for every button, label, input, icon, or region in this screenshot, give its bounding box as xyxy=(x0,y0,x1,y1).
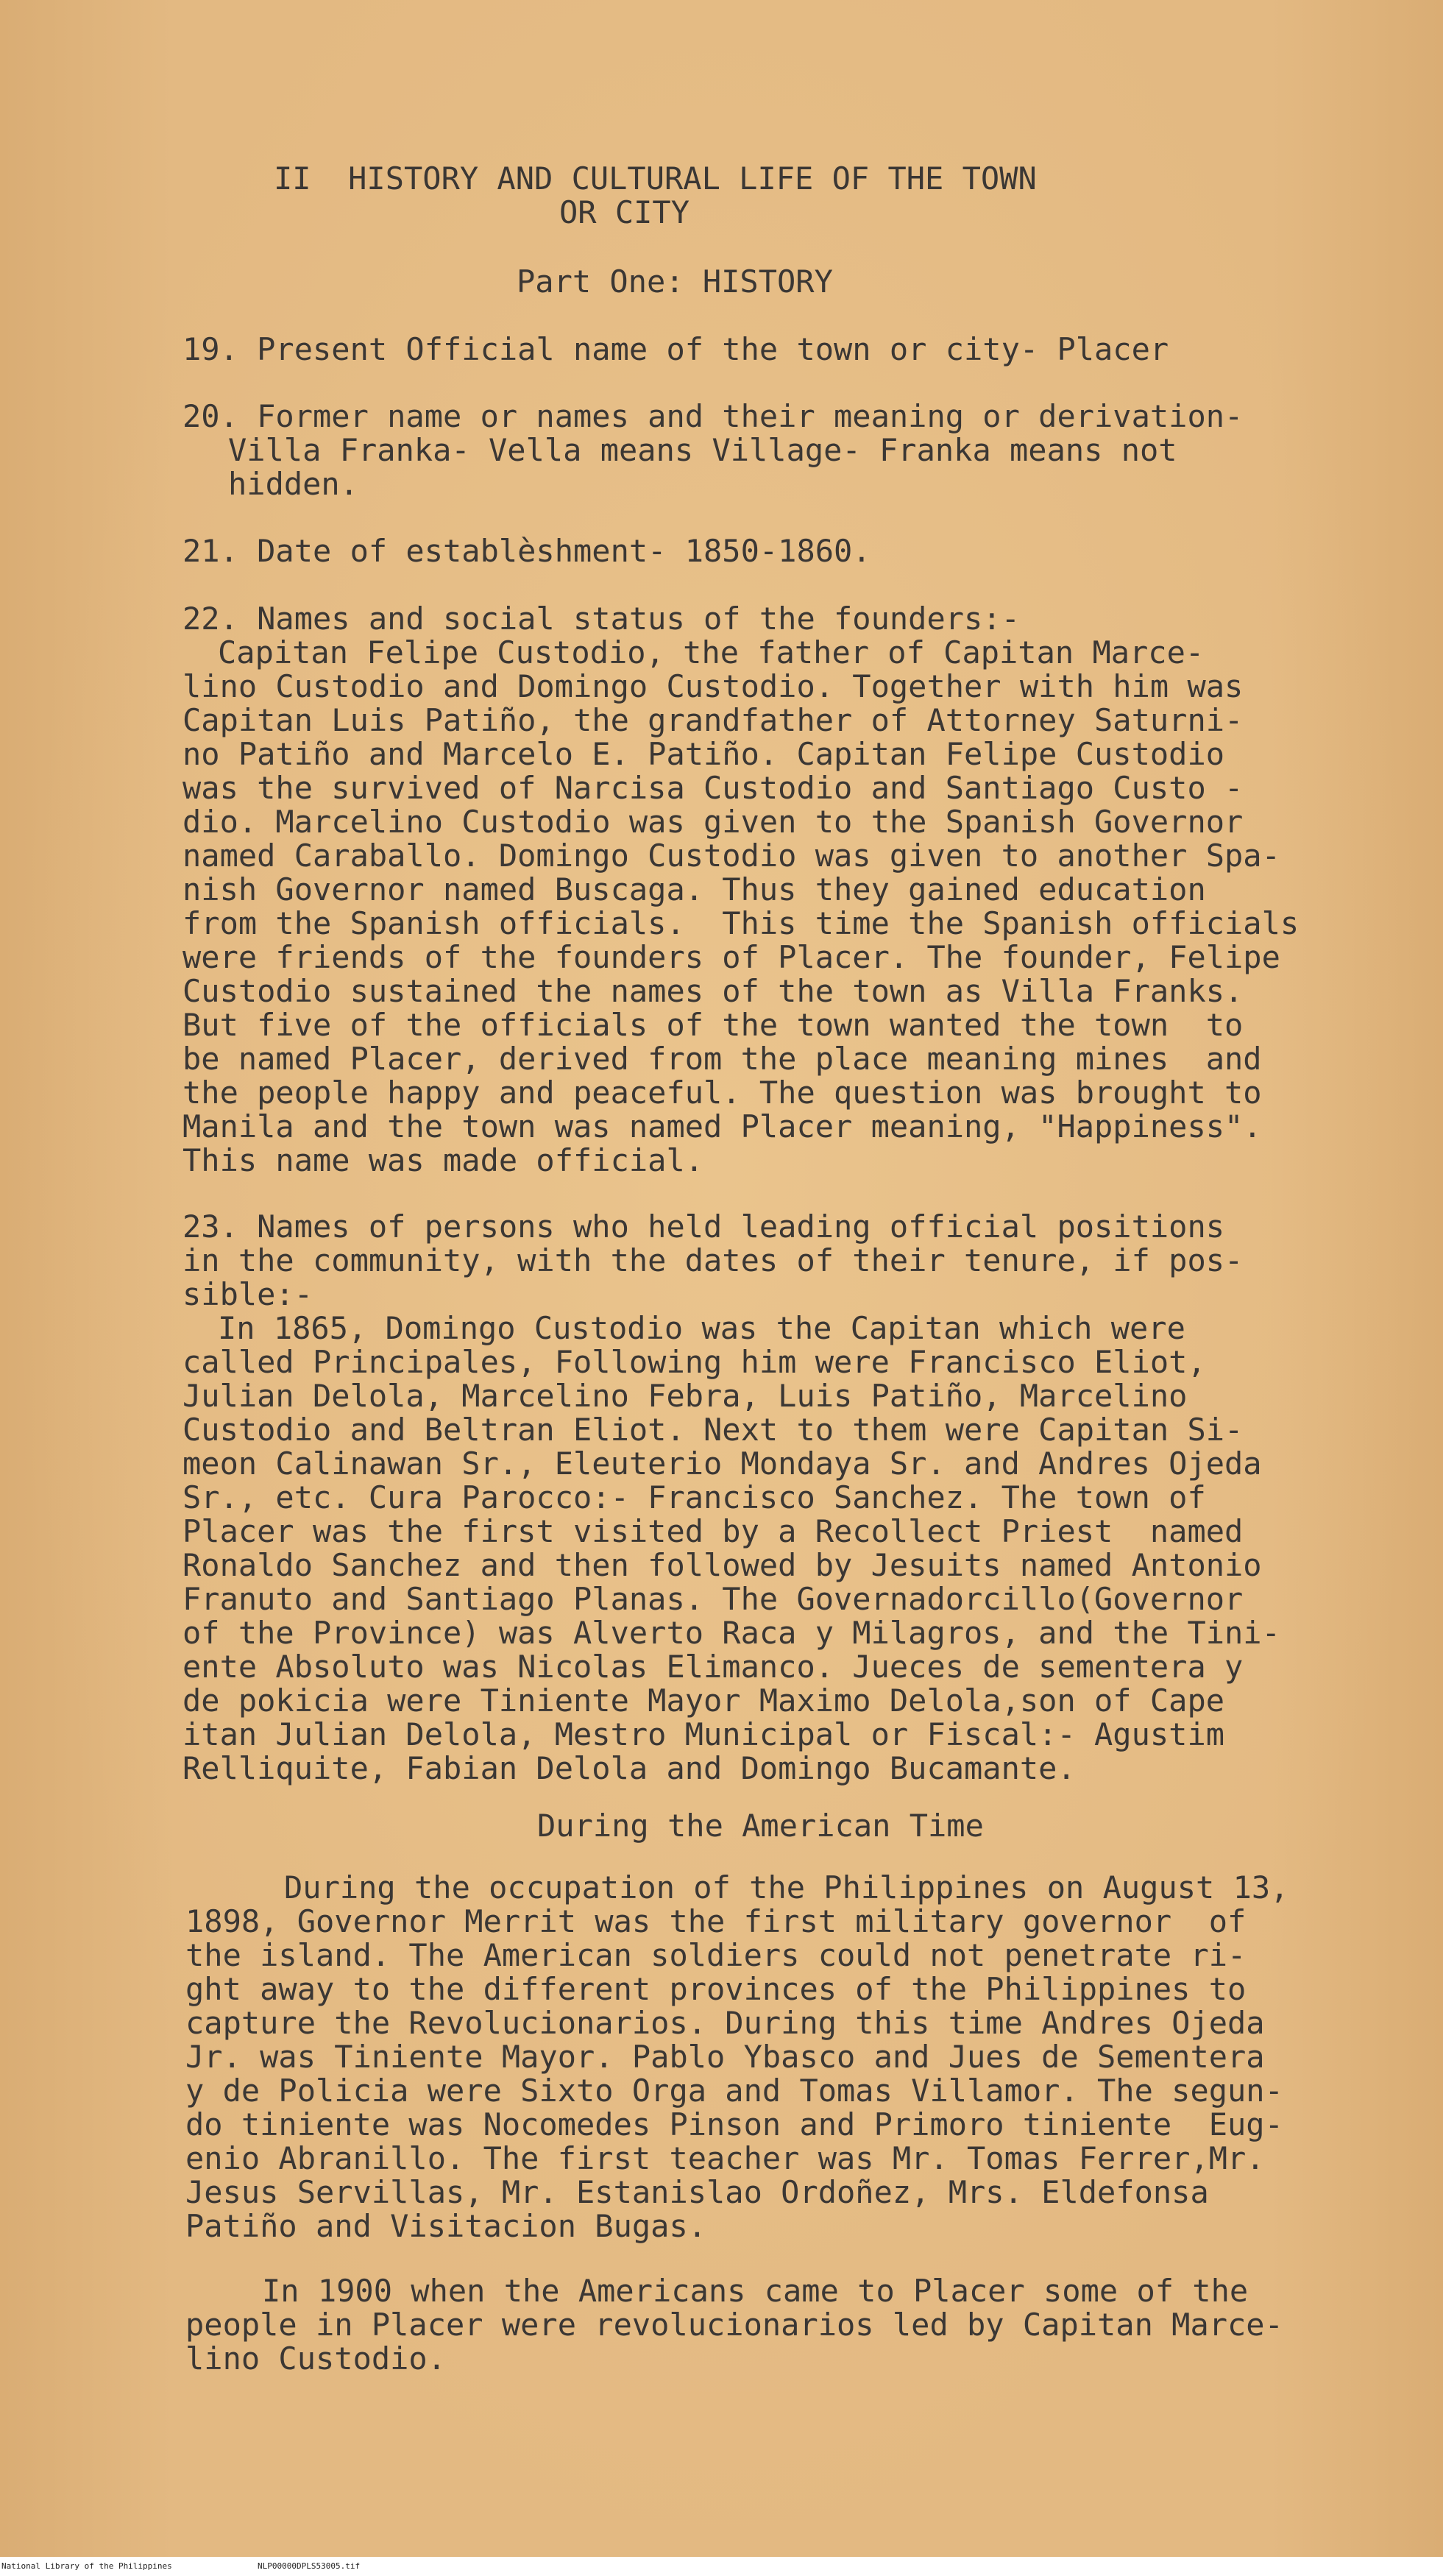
text-line: Sr., etc. Cura Parocco:- Francisco Sanchez. The town of xyxy=(182,1479,1206,1515)
text-line: During the occupation of the Philippines on August 13, xyxy=(284,1869,1289,1906)
text-line: ente Absoluto was Nicolas Elimanco. Jueces de sementera y xyxy=(182,1649,1244,1685)
text-line: y de Policia were Sixto Orga and Tomas Villamor. The segun- xyxy=(185,2073,1283,2109)
text-line: lino Custodio. xyxy=(185,2340,447,2377)
text-line: Patiño and Visitacion Bugas. xyxy=(185,2208,707,2244)
section-heading: Part One: HISTORY xyxy=(517,263,833,300)
text-line: Ronaldo Sanchez and then followed by Jesuits named Antonio xyxy=(182,1547,1262,1583)
text-line: be named Placer, derived from the place meaning mines and xyxy=(182,1041,1262,1077)
text-line: were friends of the founders of Placer. The founder, Felipe xyxy=(182,939,1280,975)
text-line: nish Governor named Buscaga. Thus they gained education xyxy=(182,871,1206,907)
text-line: Franuto and Santiago Planas. The Governadorcillo(Governor xyxy=(182,1581,1244,1617)
text-line: of the Province) was Alverto Raca y Milagros, and the Tini- xyxy=(182,1615,1280,1651)
text-line: hidden. xyxy=(228,466,359,502)
text-line: named Caraballo. Domingo Custodio was given to another Spa- xyxy=(182,838,1280,874)
text-line: enio Abranillo. The first teacher was Mr. Tomas Ferrer,Mr. xyxy=(185,2140,1265,2176)
text-line: capture the Revolucionarios. During this time Andres Ojeda xyxy=(185,2005,1265,2041)
text-line: do tiniente was Nocomedes Pinson and Primoro tiniente Eug- xyxy=(185,2106,1283,2142)
section-heading: During the American Time xyxy=(537,1808,984,1844)
text-line: Capitan Luis Patiño, the grandfather of Attorney Saturni- xyxy=(182,702,1244,738)
text-line: the people happy and peaceful. The question was brought to xyxy=(182,1075,1262,1111)
text-line: itan Julian Delola, Mestro Municipal or Fiscal:- Agustim xyxy=(182,1716,1225,1752)
scan-footer xyxy=(0,2557,1443,2576)
text-line: called Principales, Following him were Francisco Eliot, xyxy=(182,1344,1206,1380)
text-line: But five of the officials of the town wanted the town to xyxy=(182,1007,1244,1043)
footer-file-label: NLP00000DPLS53005.tif xyxy=(258,2561,361,2571)
text-line: 23. Names of persons who held leading official positions xyxy=(182,1209,1225,1245)
text-line: ght away to the different provinces of the Philippines to xyxy=(185,1971,1247,2007)
text-line: This name was made official. xyxy=(182,1142,704,1178)
text-line: 20. Former name or names and their meaning or derivation- xyxy=(182,398,1244,434)
text-line: 1898, Governor Merrit was the first military governor of xyxy=(185,1903,1247,1939)
text-line: people in Placer were revolucionarios led by Capitan Marce- xyxy=(185,2307,1283,2343)
text-line: the island. The American soldiers could not penetrate ri- xyxy=(185,1937,1247,1973)
text-line: Custodio and Beltran Eliot. Next to them were Capitan Si- xyxy=(182,1412,1244,1448)
text-line: Villa Franka- Vella means Village- Franka means not xyxy=(228,432,1177,468)
text-line: de pokicia were Tiniente Mayor Maximo Delola,son of Cape xyxy=(182,1682,1225,1719)
text-line: In 1865, Domingo Custodio was the Capitan which were xyxy=(218,1310,1185,1346)
text-line: 19. Present Official name of the town or city- Placer xyxy=(182,331,1169,367)
text-line: meon Calinawan Sr., Eleuterio Mondaya Sr. and Andres Ojeda xyxy=(182,1446,1262,1482)
text-line: dio. Marcelino Custodio was given to the Spanish Governor xyxy=(182,804,1244,840)
text-line: Julian Delola, Marcelino Febra, Luis Patiño, Marcelino xyxy=(182,1378,1188,1414)
text-line: Jesus Servillas, Mr. Estanislao Ordoñez, Mrs. Eldefonsa xyxy=(185,2174,1209,2210)
text-line: Placer was the first visited by a Recollect Priest named xyxy=(182,1513,1244,1549)
text-line: in the community, with the dates of their tenure, if pos- xyxy=(182,1242,1244,1278)
text-line: In 1900 when the Americans came to Placer some of the xyxy=(262,2273,1249,2309)
text-line: sible:- xyxy=(182,1276,313,1312)
text-line: was the survived of Narcisa Custodio and Santiago Custo - xyxy=(182,770,1244,806)
text-line: 22. Names and social status of the founders:- xyxy=(182,601,1020,637)
text-line: 21. Date of establèshment- 1850-1860. xyxy=(182,533,871,569)
text-line: Custodio sustained the names of the town as Villa Franks. xyxy=(182,973,1244,1009)
text-line: no Patiño and Marcelo E. Patiño. Capitan Felipe Custodio xyxy=(182,736,1225,772)
page-title-continued: OR CITY xyxy=(559,194,690,230)
text-line: from the Spanish officials. This time the Spanish officials xyxy=(182,905,1300,941)
text-line: Jr. was Tiniente Mayor. Pablo Ybasco and Jues de Sementera xyxy=(185,2039,1265,2075)
page-title: II HISTORY AND CULTURAL LIFE OF THE TOWN xyxy=(274,160,1037,197)
text-line: Relliquite, Fabian Delola and Domingo Bucamante. xyxy=(182,1750,1076,1786)
text-line: lino Custodio and Domingo Custodio. Together with him was xyxy=(182,668,1244,704)
footer-library-label: National Library of the Philippines xyxy=(1,2561,172,2571)
text-line: Manila and the town was named Placer meaning, "Happiness". xyxy=(182,1108,1262,1144)
text-line: Capitan Felipe Custodio, the father of Capitan Marce- xyxy=(218,634,1205,670)
